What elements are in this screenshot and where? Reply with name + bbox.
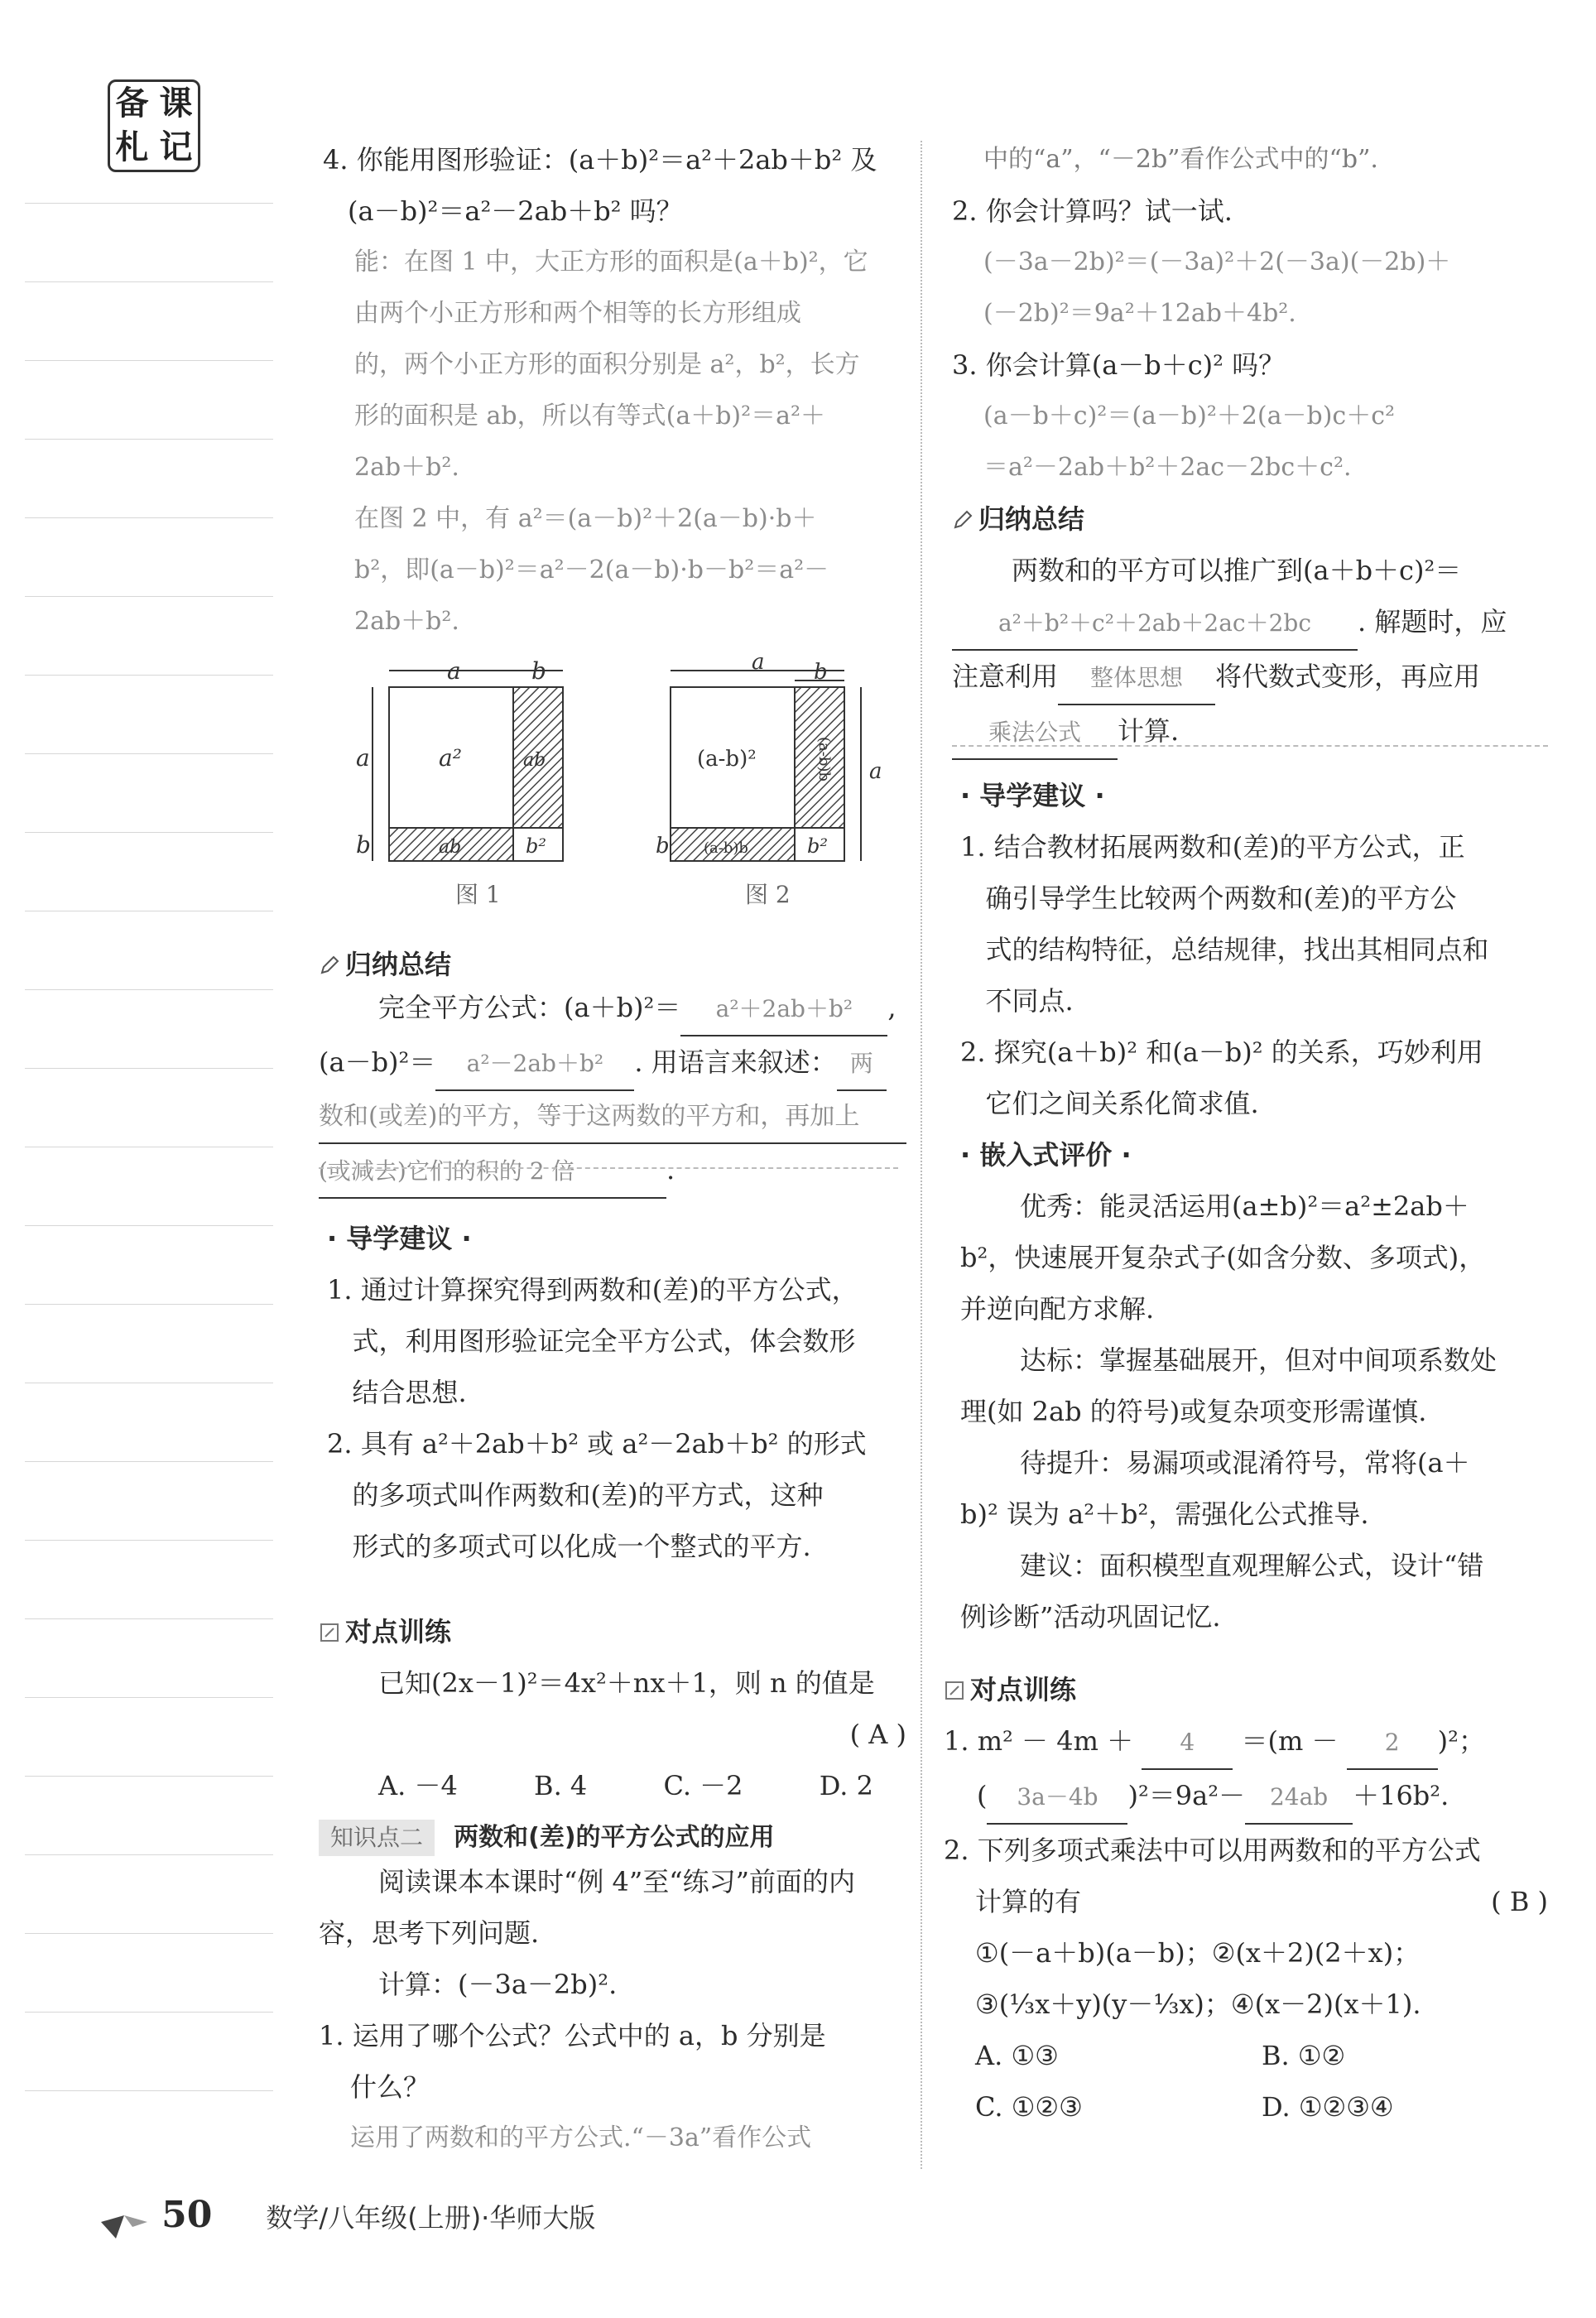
question-4-line2: (a－b)²＝a²－2ab＋b² 吗？ (348, 195, 683, 227)
knowledge-point-tag: 知识点二 (319, 1820, 435, 1856)
left-summary (319, 944, 906, 1199)
fig2-label-a-top: a (752, 654, 765, 675)
left-guide: · 导学建议 · 1. 通过计算探究得到两数和(差)的平方公式， 式，利用图形验证完全平方公式，体会数形 结合思想. 2. 具有 a²＋2ab＋b² 或 a²－2ab＋b² 的形式 的多项式叫作两数和(差)的平方式，这种 形式的多项式可以化成一个整式的平方. (327, 1213, 906, 1572)
footer-arrow-icon (99, 2207, 149, 2240)
fig2-label-ab-vertical: (a-b)b (815, 737, 833, 781)
edit-icon (319, 1622, 340, 1643)
book-title: 数学/八年级(上册)·华师大版 (266, 2202, 596, 2234)
fig1-label-b2: b² (526, 834, 546, 858)
fig1-label-b-side: b (356, 831, 371, 858)
divider (319, 1167, 898, 1169)
pencil-icon (319, 955, 340, 976)
left-summary-title: 归纳总结 (319, 944, 906, 982)
fig1-caption: 图 1 (455, 881, 501, 908)
fig1-label-b-top: b (531, 657, 546, 685)
right-summary-blank-3: 乘法公式 (952, 707, 1118, 760)
fig1-label-a-top: a (447, 657, 461, 685)
summary-line4: (或减去)它们的积的 2 倍 . (319, 1144, 906, 1199)
summary-blank-1: a²＋2ab＋b² (680, 983, 887, 1036)
edit-icon (944, 1680, 965, 1701)
summary-line3: 数和(或差)的平方，等于这两数的平方和，再加上 (319, 1091, 906, 1144)
practice-answer: ( A ) (849, 1719, 906, 1750)
right-guide: · 导学建议 · 1. 结合教材拓展两数和(差)的平方公式，正 确引导学生比较两个两数和(差)的平方公 式的结构特征，总结规律，找出其相同点和 不同点. 2. 探究(a＋b)² 和(a－b)² 的关系，巧妙利用 它们之间关系化简求值. · 嵌入式评价 · 优秀：能灵活运用(a±b)²＝a²±2ab＋ b²，快速展开复杂式子(如含分数、多项式)， 并逆向配方求解. 达标：掌握基础展开，但对中间项系数处 理(如 2ab 的符号)或复杂项变形需谨慎. 待提升：易漏项或混淆符号，常将(a＋ b)² 误为 a²＋b²，需强化公式推导. 建议：面积模型直观理解公式，设计“错 例诊断”活动巩固记忆. (960, 770, 1548, 1642)
right-summary-blank-1: a²＋b²＋c²＋2ab＋2ac＋2bc (952, 598, 1358, 651)
embedded-eval-title: · 嵌入式评价 · (960, 1139, 1132, 1171)
practice-question: 已知(2x－1)²＝4x²＋nx＋1，则 n 的值是 (378, 1667, 875, 1699)
fig2-label-amb2: (a-b)² (697, 747, 757, 772)
left-practice-title: 对点训练 (319, 1606, 906, 1657)
fig2-label-b-side: b (656, 834, 670, 858)
column-divider (921, 141, 922, 2169)
square-figures (356, 654, 902, 935)
question-4-line1: 4. 你能用图形验证：(a＋b)²＝a²＋2ab＋b² 及 (323, 144, 877, 176)
figure-2 (656, 654, 882, 908)
fig1-label-a2: a² (439, 744, 462, 772)
knowledge-point-title: 两数和(差)的平方公式的应用 (454, 1823, 775, 1852)
fig2-label-a-side: a (869, 759, 882, 784)
fig2-caption: 图 2 (745, 881, 791, 908)
practice-1-line2: ( 3a－4b )²＝9a²－ 24ab ＋16b². (944, 1770, 1548, 1825)
right-column: 中的“a”，“－2b”看作公式中的“b”. 2. 你会计算吗？试一试. (－3a－2b)²＝(－3a)²＋2(－3a)(－2b)＋ (－2b)²＝9a²＋12ab＋4b². 3. 你会计算(a－b＋c)² 吗？ (a－b＋c)²＝(a－b)²＋2(a－b)c＋c² ＝a²－2ab＋b²＋2ac－2bc＋c². 归纳总结 两数和的平方可以推广到(a＋b＋c)²＝ a²＋b²＋c²＋2ab＋2ac＋2bc . 解题时，应 注意利用 整体思想 将代数式变形，再应用 乘法公式 计算. (952, 134, 1548, 760)
fig2-label-ab-horizontal: (a-b)b (704, 839, 748, 857)
fig1-label-ab-vertical: ab (523, 750, 546, 771)
right-practice: 对点训练 1. m² － 4m ＋ 4 ＝(m － 2 )²； ( 3a－4b )²＝9a²－ 24ab ＋16b². 2. 下列多项式乘法中可以用两数和的平方公式 计算的有 ( B ) ①(－a＋b)(a－b)；②(x＋2)(2＋x)； ③(⅓x＋y)(y－⅓x)；④(x－2)(x＋1). A. ①③ B. ①② C. ①②③ D. ①②③④ (944, 1664, 1548, 2133)
practice-options: A. －4 B. 4 C. －2 D. 2 (378, 1770, 873, 1801)
answer-4: 能：在图 1 中，大正方形的面积是(a＋b)²，它 由两个小正方形和两个相等的长方形组成 的，两个小正方形的面积分别是 a²，b²，长方 形的面积是 ab，所以有等式(a＋b)²＝a²＋ 2ab＋b². 在图 2 中，有 a²＝(a－b)²＋2(a－b)·b＋ b²，即(a－b)²＝a²－2(a－b)·b－b²＝a²－ 2ab＋b². (354, 248, 868, 636)
divider (952, 745, 1548, 747)
fig2-label-b-top: b (814, 660, 828, 685)
practice-2-options: A. ①③ B. ①② C. ①②③ D. ①②③④ (975, 2040, 1394, 2123)
footer (99, 2194, 595, 2240)
pencil-icon (952, 509, 973, 531)
practice-2-answer: ( B ) (1491, 1886, 1548, 1917)
left-column (323, 134, 902, 647)
summary-line1: 完全平方公式：(a＋b)²＝ a²＋2ab＋b² , (319, 982, 906, 1036)
fig1-label-ab-horizontal: ab (439, 837, 462, 858)
fig2-label-b2: b² (807, 834, 828, 858)
figure-1 (356, 657, 563, 908)
right-summary-title: 归纳总结 (952, 493, 1548, 545)
right-practice-title: 对点训练 (944, 1664, 1548, 1715)
summary-line2: (a－b)²＝ a²－2ab＋b² . 用语言来叙述： 两 (319, 1036, 906, 1091)
calc-task: 计算：(－3a－2b)². (378, 1969, 618, 2000)
page-number: 50 (161, 2194, 213, 2236)
left-practice: 对点训练 已知(2x－1)²＝4x²＋nx＋1，则 n 的值是 ( A ) A. －4 B. 4 C. －2 D. 2 知识点二 两数和(差)的平方公式的应用 阅读课本本课时“例 4”至“练习”前面的内 容，思考下列问题. 计算：(－3a－2b)². 1. 运用了哪个公式？公式中的 a，b 分别是 什么？ 运用了两数和的平方公式.“－3a”看作公式 (319, 1606, 906, 2164)
summary-blank-2: a²－2ab＋b² (435, 1038, 634, 1091)
fig1-label-a-side: a (356, 744, 370, 772)
notes-stamp-logo: 备 课 札 记 (108, 79, 200, 172)
right-summary-blank-2: 整体思想 (1058, 652, 1215, 705)
left-guide-title: · 导学建议 · (327, 1223, 472, 1254)
practice-1-line1: 1. m² － 4m ＋ 4 ＝(m － 2 )²； (944, 1715, 1548, 1770)
knowledge-point-header (319, 1816, 906, 1856)
